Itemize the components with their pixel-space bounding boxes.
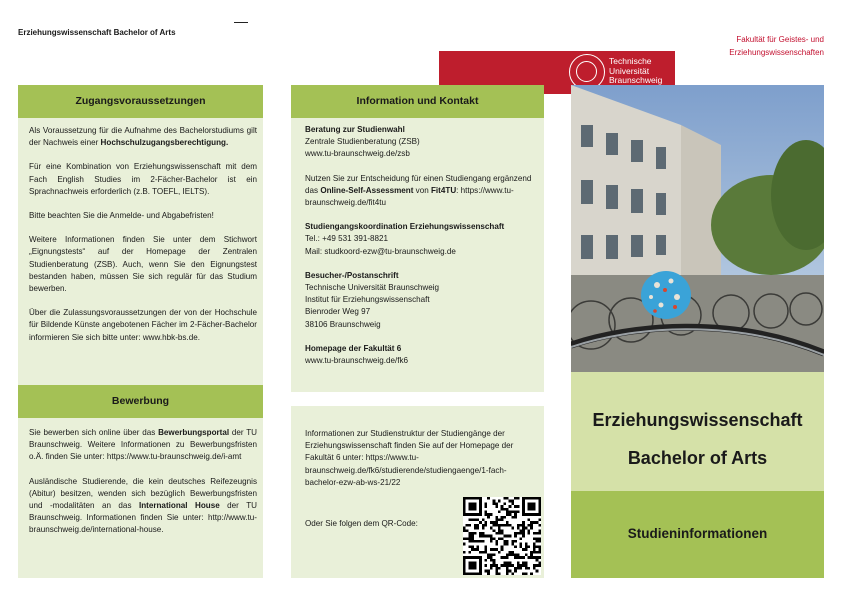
bicycle-photo xyxy=(571,85,824,372)
admission-para-5: Über die Zulassungsvoraussetzungen der von der Hochschule für Bildende Künste angebotenen Fächer im 2-Fächer-Bachelor informieren Sie sich bitte unter: www.hbk-bs.de. xyxy=(29,308,257,342)
application-para-2: Ausländische Studierende, die kein deutsches Reifezeugnis (Abitur) besitzen, wenden sich bezüglich Bewerbungsfristen und -modalitäten an das International House der TU Braunschweig. Informationen finden Sie unter: http://www.tu-braunschweig.de/international-house. xyxy=(29,476,257,535)
admission-para-2: Für eine Kombination von Erziehungswissenschaft mit dem Fach English Studies im 2-Fächer-Bachelor ist ein Sprachnachweis erforderlich (z.B. TOEFL, IELTS). xyxy=(29,162,257,196)
logo-line-1: Technische xyxy=(609,56,652,66)
contact-text xyxy=(305,124,539,379)
heading-admission: Zugangsvoraussetzungen xyxy=(18,85,263,118)
logo-line-2: Universität xyxy=(609,65,650,76)
tu-logo-text xyxy=(609,57,662,86)
heading-application: Bewerbung xyxy=(18,385,263,418)
admission-para-3: Bitte beachten Sie die Anmelde- und Abgabefristen! xyxy=(29,211,214,221)
admission-para-4: Weitere Informationen finden Sie unter dem Stichwort „Eignungstests“ auf der Homepage der Zentralen Studienberatung (ZSB). Auch, wenn Sie den Eignungstest bestanden haben, müssen Sie sich regulär für das Studium bewerben. xyxy=(29,235,257,294)
divider xyxy=(234,22,248,23)
contact-section-fit4tu: Nutzen Sie zur Entscheidung für einen Studiengang ergänzend das Online-Self-Assessment von Fit4TU: https://www.tu-braunschweig.de/fit4tu xyxy=(305,173,532,208)
faculty-line-2: Erziehungswissenschaften xyxy=(729,48,824,57)
qr-hint: Oder Sie folgen dem QR-Code: xyxy=(305,519,418,528)
application-text xyxy=(29,427,257,549)
heading-contact: Information und Kontakt xyxy=(291,85,544,118)
cover-title-1: Erziehungswissenschaft xyxy=(592,410,803,430)
contact-section-advice: Beratung zur Studienwahl Zentrale Studienberatung (ZSB) www.tu-braunschweig.de/zsb xyxy=(305,125,420,159)
admission-para-1: Als Voraussetzung für die Aufnahme des Bachelorstudiums gilt der Nachweis einer Hochschulzugangsberechtigung. xyxy=(29,126,257,148)
faculty-line-1: Fakultät für Geistes- und xyxy=(736,35,824,44)
contact-section-address: Besucher-/Postanschrift Technische Universität Braunschweig Institut für Erziehungswissenschaft Bienroder Weg 97 38106 Braunschweig xyxy=(305,270,440,329)
qr-code-icon[interactable] xyxy=(463,497,541,575)
gap xyxy=(291,392,544,406)
contact-section-homepage: Homepage der Fakultät 6 www.tu-braunschweig.de/fk6 xyxy=(305,343,409,366)
faculty-name xyxy=(729,33,824,59)
logo-line-3: Braunschweig xyxy=(609,75,663,85)
cover-photo xyxy=(571,85,824,372)
document-title: Erziehungswissenschaft Bachelor of Arts xyxy=(18,28,176,37)
structure-info: Informationen zur Studienstruktur der Studiengänge der Erziehungswissenschaft finden Sie auf der Homepage der Fakultät 6 unter: https://www.tu-braunschweig.de/fk6/studierende/studiengaenge/1-fach-bachelor-ezw-ab-ws-21/22 xyxy=(305,429,514,487)
contact-section-coordination: Studiengangskoordination Erziehungswissenschaft Tel.: +49 531 391-8821 Mail: studkoord-ezw@tu-braunschweig.de xyxy=(305,222,505,256)
cover-title-2: Bachelor of Arts xyxy=(627,448,768,468)
cover-subtitle: Studieninformationen xyxy=(627,526,768,541)
application-para-1: Sie bewerben sich online über das Bewerbungsportal der TU Braunschweig. Weitere Informationen zu Bewerbungsfristen o.Ä. finden Sie unter: https://www.tu-braunschweig.de/i-amt xyxy=(29,428,258,462)
admission-text xyxy=(29,125,257,356)
